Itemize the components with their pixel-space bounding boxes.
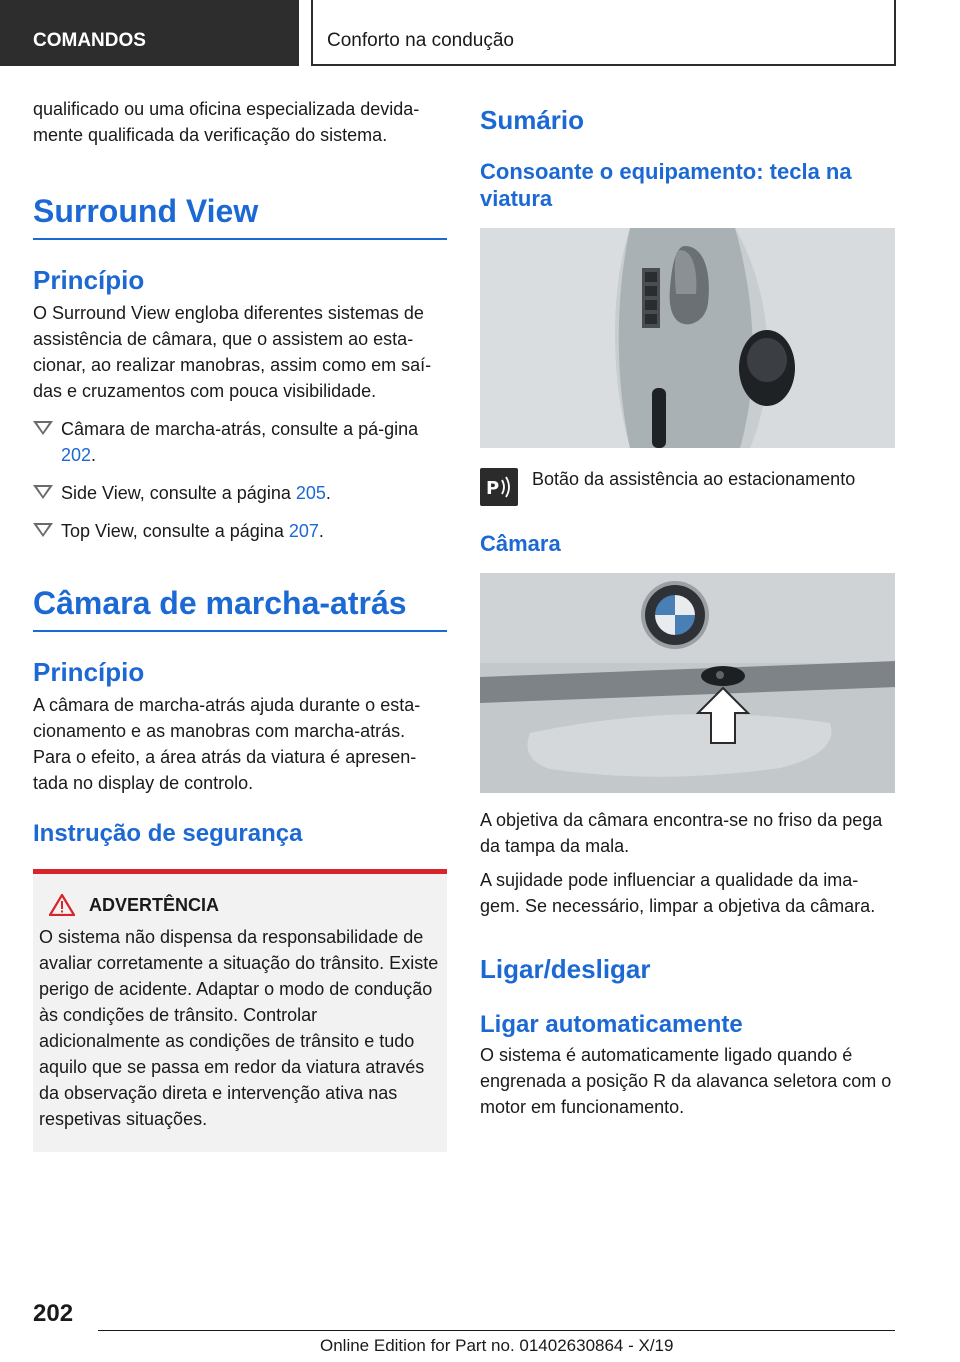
list-item: Câmara de marcha-atrás, consulte a pá-gina 202. <box>33 416 447 468</box>
left-column <box>33 96 447 1152</box>
warning-text: O sistema não dispensa da responsabilidade de avaliar corretamente a situação do trânsito. Existe perigo de acidente. Adaptar o modo de condução às condições de trânsito. Controlar adicionalmente as condições de trânsito e tudo aquilo que se passa em redor da viatura através da observação direta e intervenção ativa nas respetivas situações. <box>39 927 439 1129</box>
intro-text: qualificado ou uma oficina especializada devida- mente qualificada da verificação do sistema. <box>33 99 420 145</box>
list-item: Side View, consulte a página 205. <box>33 480 447 506</box>
safety-title: Instrução de segurança <box>33 820 303 847</box>
page-link[interactable]: 202 <box>61 445 92 465</box>
principle-title: Princípio <box>33 265 145 295</box>
surround-view-title: Surround View <box>33 193 259 229</box>
warning-triangle-icon <box>49 894 75 916</box>
principle-text: O Surround View engloba diferentes sistemas de assistência de câmara, que o assistem ao esta-cionar, ao realizar manobras, assim como em saí-das e cruzamentos com pouca visibilidade. <box>33 303 432 401</box>
button-section-title: Consoante o equipamento: tecla na viatura <box>480 159 852 211</box>
warning-header <box>49 894 439 916</box>
camera-text-2: A sujidade pode influenciar a qualidade da ima-gem. Se necessário, limpar a objetiva da câmara. <box>480 870 876 916</box>
onoff-title: Ligar/desligar <box>480 954 651 984</box>
rear-camera-title: Câmara de marcha-atrás <box>33 585 407 621</box>
parking-assist-button-icon <box>480 468 518 506</box>
warning-label: ADVERTÊNCIA <box>89 894 220 915</box>
rear-camera-principle-text: A câmara de marcha-atrás ajuda durante o esta-cionamento e as manobras com marcha-atrás. Para o efeito, a área atrás da viatura é apresen-tada no display de controlo. <box>33 695 421 793</box>
triangle-bullet-icon <box>33 421 53 435</box>
page-number: 202 <box>33 1300 74 1327</box>
footer-rule <box>98 1330 895 1331</box>
title-rule <box>33 238 447 240</box>
auto-text: O sistema é automaticamente ligado quando é engrenada a posição R da alavanca seletora com o motor em funcionamento. <box>480 1045 892 1117</box>
surround-view-list <box>33 416 447 544</box>
principle-title: Princípio <box>33 657 145 687</box>
summary-title: Sumário <box>480 105 585 135</box>
list-item: Top View, consulte a página 207. <box>33 518 447 544</box>
svg-text:P: P <box>486 478 500 499</box>
chapter-label: Conforto na condução <box>311 0 896 66</box>
title-rule <box>33 630 447 632</box>
right-column <box>480 96 895 1120</box>
edition-text: Online Edition for Part no. 01402630864 - X/19 <box>320 1336 674 1355</box>
caption-text: Botão da assistência ao estacionamento <box>532 469 856 489</box>
page-link[interactable]: 207 <box>288 521 319 541</box>
center-console-photo <box>480 228 895 448</box>
page-link[interactable]: 205 <box>295 483 326 503</box>
trunk-camera-photo <box>480 573 895 793</box>
camera-title: Câmara <box>480 531 561 556</box>
section-label: COMANDOS <box>0 0 299 66</box>
button-caption <box>480 468 895 506</box>
warning-box <box>33 869 447 1152</box>
triangle-bullet-icon <box>33 523 53 537</box>
triangle-bullet-icon <box>33 485 53 499</box>
camera-text-1: A objetiva da câmara encontra-se no friso da pega da tampa da mala. <box>480 810 883 856</box>
auto-title: Ligar automaticamente <box>480 1011 743 1038</box>
page-header <box>0 0 960 66</box>
